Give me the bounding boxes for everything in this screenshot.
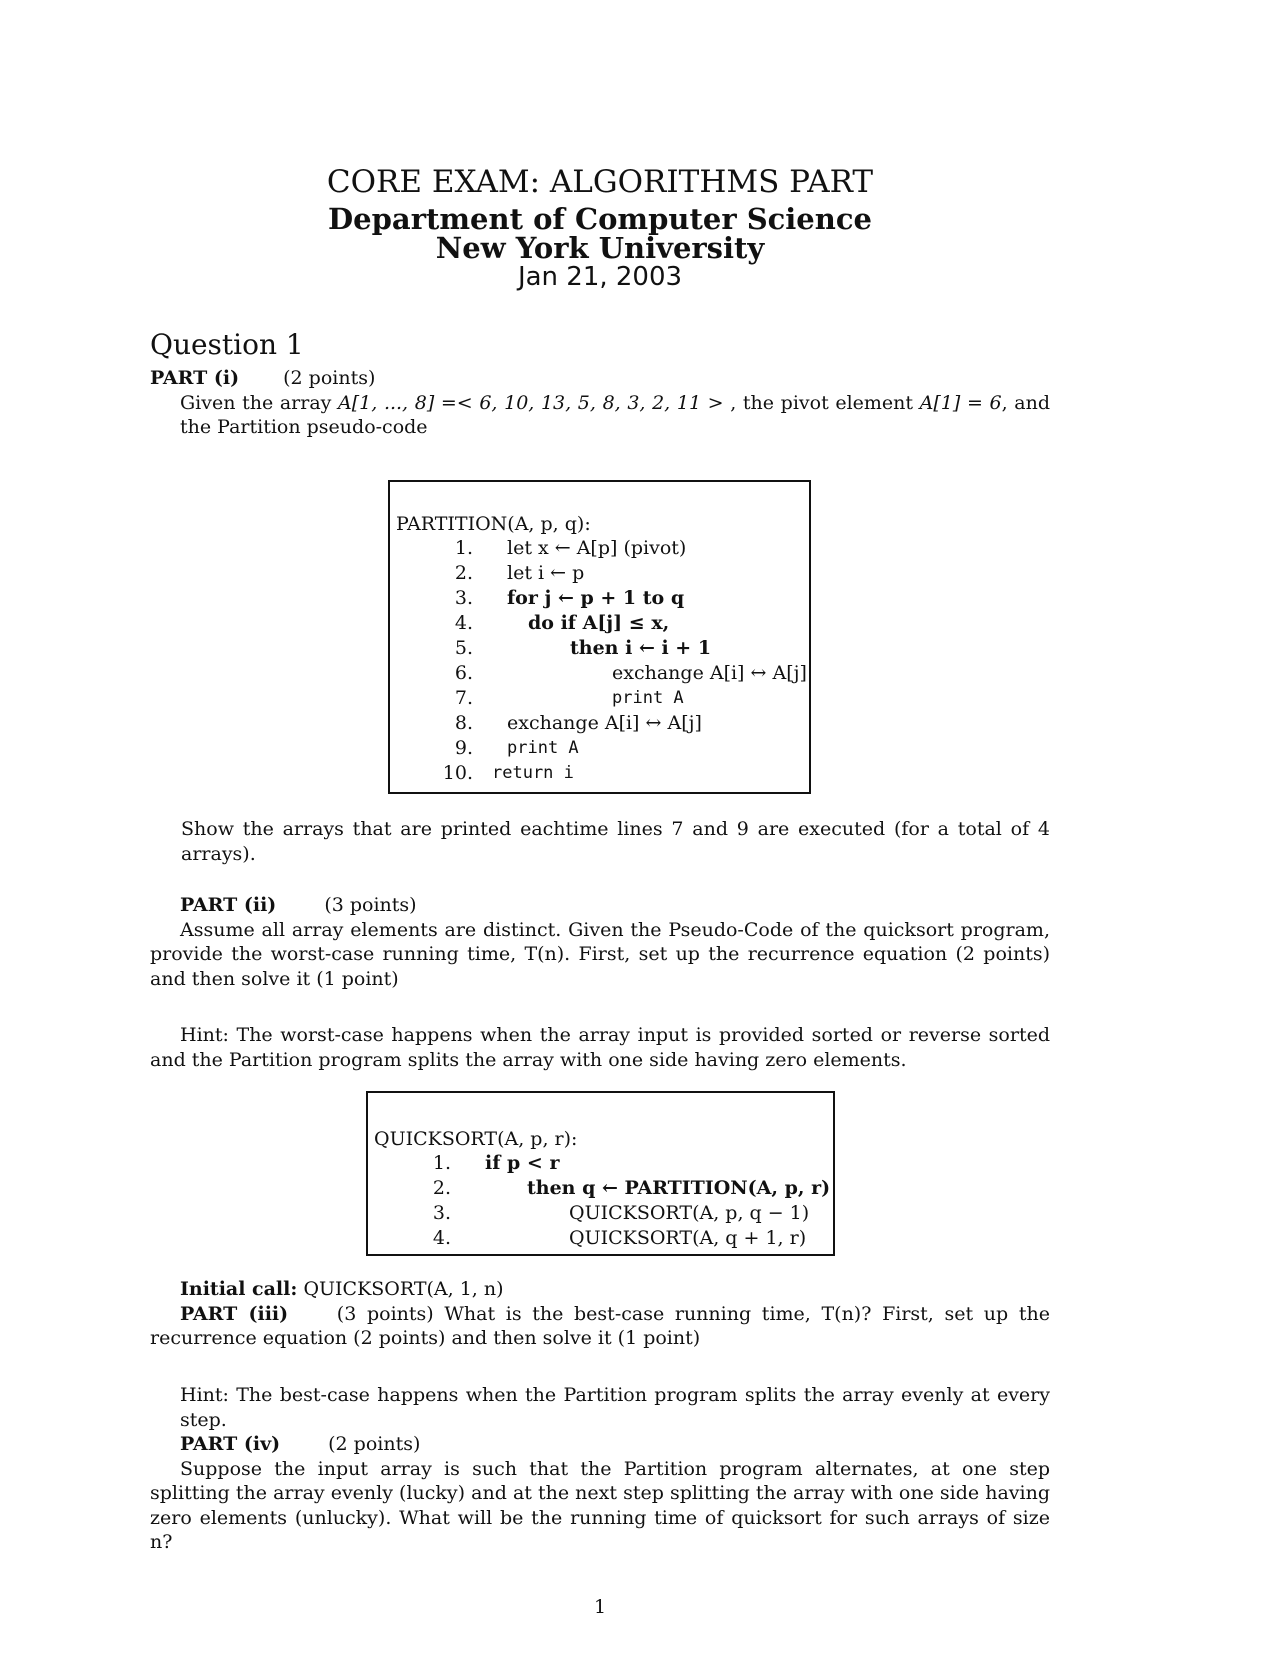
line-number: 2. — [454, 562, 473, 584]
line-number: 7. — [454, 687, 473, 709]
part-i-label: PART (i) — [150, 367, 240, 389]
line-number: 10. — [442, 762, 473, 784]
part-iv-text: Suppose the input array is such that the Partition program alternates, at one step splitting the array evenly (lucky) and at the next step splitting the array with one side having zero elements (unlucky). What will be the running time of quicksort for such arrays of size n? — [150, 1457, 1050, 1553]
partition-code-box — [388, 480, 811, 794]
line-number: 1. — [454, 537, 473, 559]
part-i-text-b: , the pivot element — [723, 391, 920, 414]
code-line: print A — [612, 688, 684, 708]
page-number: 1 — [593, 1596, 607, 1618]
part-iv-label: PART (iv) — [180, 1433, 281, 1455]
part-ii-hint: Hint: The worst-case happens when the array input is provided sorted or reverse sorted and the Partition program splits the array with one side having zero elements. — [150, 1024, 1050, 1071]
code-line: QUICKSORT(A, q + 1, r) — [569, 1227, 807, 1249]
question-heading: Question 1 — [150, 328, 304, 361]
part-iv-points: (2 points) — [328, 1433, 421, 1455]
line-number: 6. — [454, 662, 473, 684]
quicksort-header: QUICKSORT(A, p, r): — [374, 1128, 578, 1150]
exam-title: CORE EXAM: ALGORITHMS PART — [326, 164, 874, 200]
part-iii-hint: Hint: The best-case happens when the Partition program splits the array evenly at every step. — [180, 1384, 1050, 1431]
initial-call-label: Initial call: — [180, 1278, 298, 1300]
code-line: exchange A[i] ↔ A[j] — [507, 712, 702, 734]
line-number: 1. — [432, 1152, 451, 1174]
code-line: then q ← PARTITION(A, p, r) — [527, 1177, 831, 1199]
line-number: 5. — [454, 637, 473, 659]
code-line: do if A[j] ≤ x, — [528, 612, 670, 634]
line-number: 8. — [454, 712, 473, 734]
line-number: 3. — [432, 1202, 451, 1224]
part-i-section — [150, 366, 1050, 440]
part-ii-section — [150, 893, 1050, 991]
part-i-instruction: Show the arrays that are printed eachtime lines 7 and 9 are executed (for a total of 4 arrays). — [181, 818, 1050, 865]
department-name: Department of Computer Science — [328, 202, 872, 236]
code-line: print A — [507, 738, 579, 758]
code-line: let x ← A[p] (pivot) — [507, 537, 687, 559]
code-line: let i ← p — [507, 562, 585, 584]
quicksort-code-box — [366, 1091, 835, 1256]
part-i-text-c: , and the Partition pseudo-code — [180, 391, 1050, 438]
initial-call-text: QUICKSORT(A, 1, n) — [303, 1278, 504, 1300]
part-iii-label: PART (iii) — [180, 1302, 289, 1325]
code-line: for j ← p + 1 to q — [507, 587, 685, 609]
part-i-text-a: Given the array — [180, 391, 339, 414]
line-number: 2. — [432, 1177, 451, 1199]
code-line: QUICKSORT(A, p, q − 1) — [569, 1202, 810, 1224]
line-number: 9. — [454, 737, 473, 759]
code-line: return i — [492, 763, 574, 783]
exam-date: Jan 21, 2003 — [517, 262, 683, 292]
university-name: New York University — [435, 231, 765, 265]
code-line: exchange A[i] ↔ A[j] — [612, 662, 807, 684]
part-i-points: (2 points) — [283, 367, 376, 389]
part-i-pivot: A[1] = 6 — [919, 391, 1002, 414]
part-iii-section — [150, 1277, 1050, 1351]
line-number: 3. — [454, 587, 473, 609]
partition-header: PARTITION(A, p, q): — [396, 513, 591, 535]
code-line: then i ← i + 1 — [570, 637, 712, 659]
part-ii-points: (3 points) — [324, 894, 417, 916]
part-ii-label: PART (ii) — [180, 894, 277, 916]
part-ii-text: Assume all array elements are distinct. Given the Pseudo-Code of the quicksort program, provide the worst-case running time, T(n). First, set up the recurrence equation (2 points) and then solve it (1 point) — [150, 918, 1050, 990]
code-line: if p < r — [485, 1152, 560, 1174]
part-i-array: A[1, ..., 8] =< 6, 10, 13, 5, 8, 3, 2, 11 > — [338, 391, 724, 414]
line-number: 4. — [432, 1227, 451, 1249]
part-iv-section — [150, 1383, 1050, 1555]
line-number: 4. — [454, 612, 473, 634]
part-iii-text: (3 points) What is the best-case running time, T(n)? First, set up the recurrence equation (2 points) and then solve it (1 point) — [150, 1302, 1050, 1349]
